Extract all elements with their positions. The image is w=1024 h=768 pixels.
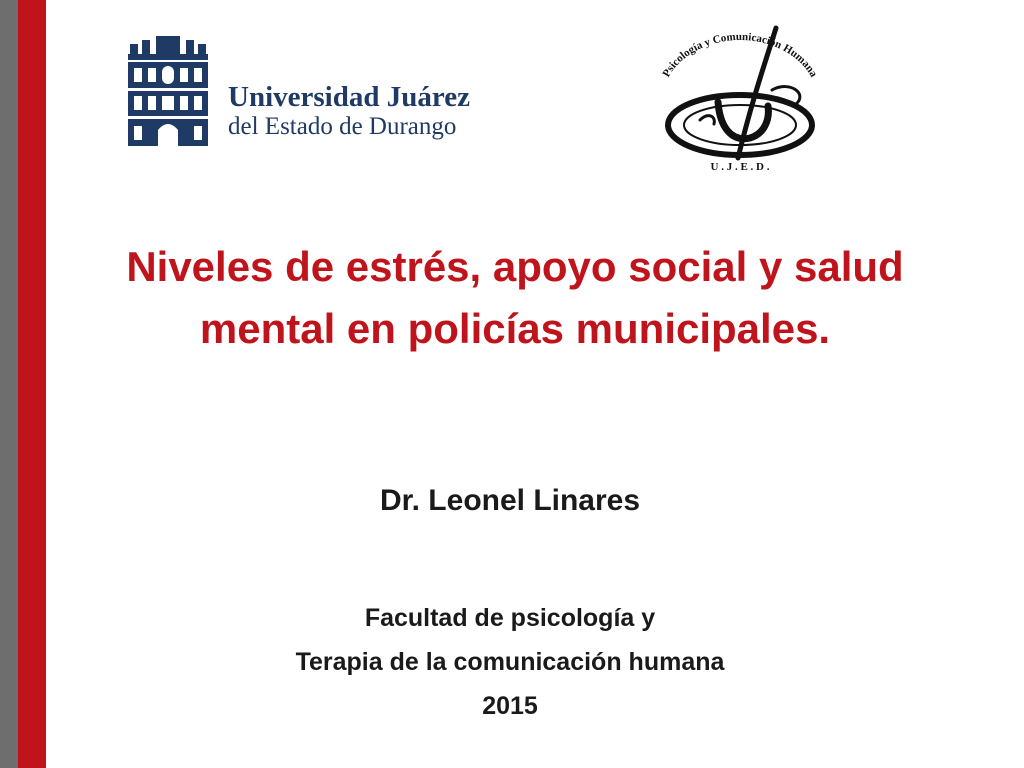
- faculty-logo: [640, 20, 840, 180]
- left-gray-stripe: [0, 0, 18, 768]
- svg-text:Psicología y Comunicación Huma: [660, 31, 819, 80]
- faculty-line-1: Facultad de psicología y: [364, 604, 656, 632]
- university-name-line1: Universidad Juárez: [228, 81, 470, 113]
- slide-affiliation: [100, 596, 920, 728]
- slide-author: Dr. Leonel Linares: [379, 484, 641, 517]
- faculty-logo-bottom-text: U . J . E . D .: [710, 161, 770, 173]
- faculty-logo-arc-text: Psicología y Comunicación Humana: [660, 30, 820, 80]
- psychology-emblem-icon: [640, 20, 840, 180]
- university-logo: [128, 36, 478, 151]
- university-building-icon: [128, 36, 208, 148]
- slide-title: Niveles de estrés, apoyo social y salud mental en policías municipales.: [126, 243, 904, 352]
- slide-year: 2015: [482, 692, 538, 720]
- faculty-line-2: Terapia de la comunicación humana: [295, 648, 725, 676]
- left-red-stripe: [18, 0, 46, 768]
- university-name: [228, 82, 470, 141]
- university-name-line2: del Estado de Durango: [228, 113, 457, 140]
